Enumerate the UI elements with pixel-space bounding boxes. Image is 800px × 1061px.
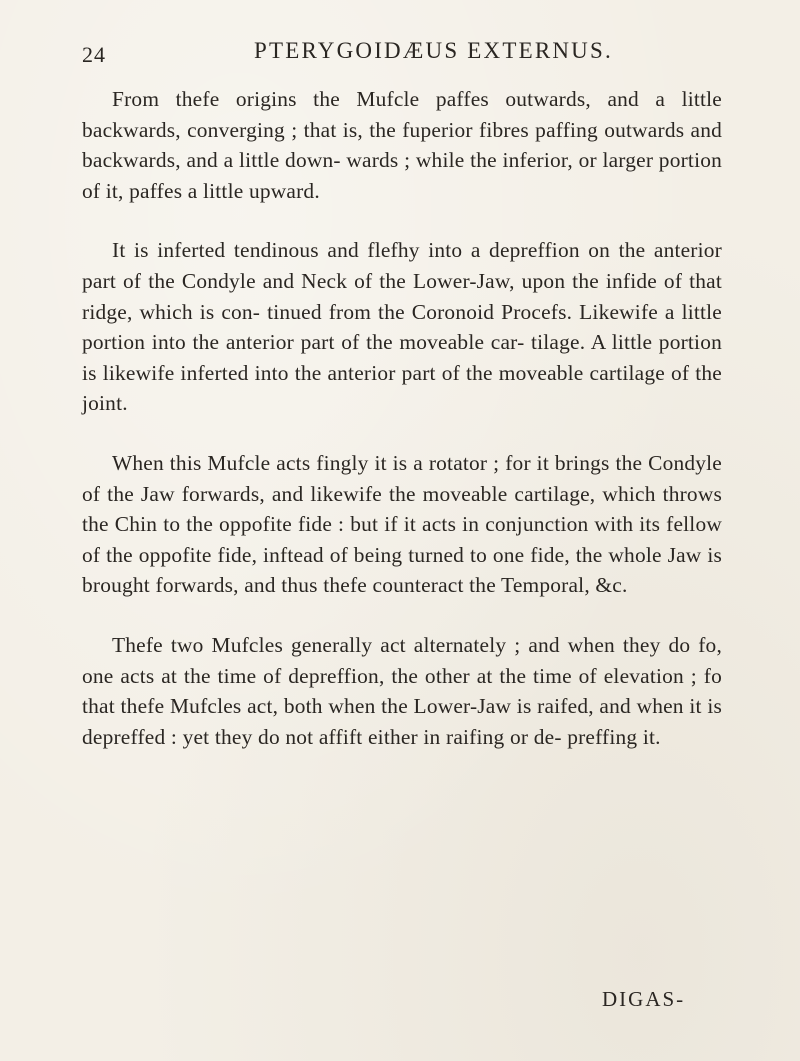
paragraph-origins: From thefe origins the Mufcle paffes outwards, and a little backwards, converging ; that is, the fuperior fibres paffing outwards and backwards, and a little down- wards ; while the inferior, or larger portion of it, paffes a little upward. [82, 87, 722, 203]
paragraph-alternation: Thefe two Mufcles generally act alternately ; and when they do fo, one acts at the time of depreffion, the other at the time of elevation ; fo that thefe Mufcles act, both when the Lower-Jaw is raifed, and when it is depreffed : yet they do not affift either in raifing or de- preffing it. [82, 632, 722, 749]
body-text [82, 84, 722, 752]
page-title: PTERYGOIDÆUS EXTERNUS. [254, 38, 613, 63]
paragraph-insertion: It is inferted tendinous and flefhy into a depreffion on the anterior part of the Condyle and Neck of the Lower-Jaw, upon the infide of that ridge, which is con- tinued from the Coronoid Procefs. Likewife a little portion into the anterior part of the moveable car- tilage. A little portion is likewife inferted into the anterior part of the moveable cartilage of the joint. [82, 238, 722, 416]
page-number: 24 [82, 42, 106, 67]
catchword: DIGAS- [602, 987, 686, 1011]
running-head [82, 36, 722, 66]
paragraph-action: When this Mufcle acts fingly it is a rotator ; for it brings the Condyle of the Jaw forwards, and likewife the moveable cartilage, which throws the Chin to the oppofite fide : but if it acts in conjunction with its fellow of the oppofite fide, inftead of being turned to one fide, the whole Jaw is brought forwards, and thus thefe counteract the Temporal, &c. [82, 450, 722, 598]
